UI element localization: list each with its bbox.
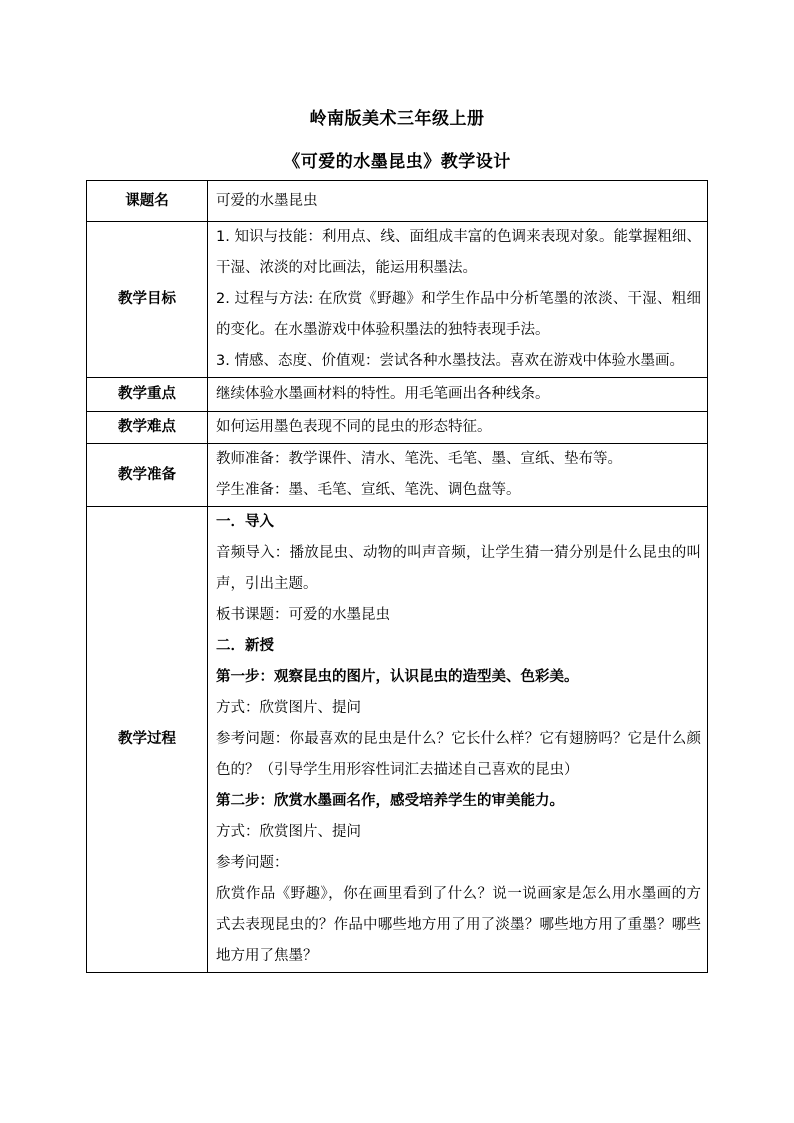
student-preparation: 学生准备：墨、毛笔、宣纸、笔洗、调色盘等。 [216,482,521,498]
process-line: 板书课题：可爱的水墨昆虫 [216,607,390,623]
section-heading: 二．新授 [216,638,274,654]
row-process [87,507,708,973]
row-preparation [87,444,708,507]
process-line: 方式：欣赏图片、提问 [216,824,361,840]
goal-item: 2. 过程与方法: 在欣赏《野趣》和学生作品中分析笔墨的浓淡、干湿、粗细的变化。在水墨游戏中体验积墨法的独特表现手法。 [216,291,701,338]
goal-item: 1. 知识与技能：利用点、线、面组成丰富的色调来表现对象。能掌握粗细、干湿、浓淡的对比画法，能运用积墨法。 [216,229,701,276]
process-line: 音频导入：播放昆虫、动物的叫声音频，让学生猜一猜分别是什么昆虫的叫声，引出主题。 [216,545,701,592]
lesson-plan-table [86,180,708,973]
difficulty-label: 教学难点 [87,412,208,444]
preparation-label: 教学准备 [87,444,208,507]
goals-content [208,222,708,378]
process-line: 欣赏作品《野趣》，你在画里看到了什么？说一说画家是怎么用水墨画的方式去表现昆虫的？作品中哪些地方用了用了淡墨？哪些地方用了重墨？哪些地方用了焦墨？ [216,886,701,964]
row-key-point [87,378,708,412]
section-heading: 一．导入 [216,514,274,530]
step-heading: 第一步：观察昆虫的图片，认识昆虫的造型美、色彩美。 [216,669,579,685]
row-difficulty [87,412,708,444]
goals-label: 教学目标 [87,222,208,378]
process-content [208,507,708,973]
preparation-content [208,444,708,507]
document-title: 岭南版美术三年级上册 [309,109,485,129]
topic-value: 可爱的水墨昆虫 [208,181,708,222]
topic-label: 课题名 [87,181,208,222]
key-point-label: 教学重点 [87,378,208,412]
goal-item: 3. 情感、态度、价值观：尝试各种水墨技法。喜欢在游戏中体验水墨画。 [216,353,684,369]
difficulty-value: 如何运用墨色表现不同的昆虫的形态特征。 [208,412,708,444]
teacher-preparation: 教师准备：教学课件、清水、笔洗、毛笔、墨、宣纸、垫布等。 [216,451,622,467]
row-topic [87,181,708,222]
document-subtitle: 《可爱的水墨昆虫》教学设计 [283,152,511,172]
process-line: 参考问题：你最喜欢的昆虫是什么？它长什么样？它有翅膀吗？它是什么颜色的？（引导学生用形容性词汇去描述自己喜欢的昆虫） [216,731,701,778]
row-goals [87,222,708,378]
process-label: 教学过程 [87,507,208,973]
process-line: 参考问题： [216,855,289,871]
step-heading: 第二步：欣赏水墨画名作，感受培养学生的审美能力。 [216,793,564,809]
key-point-value: 继续体验水墨画材料的特性。用毛笔画出各种线条。 [208,378,708,412]
process-line: 方式：欣赏图片、提问 [216,700,361,716]
